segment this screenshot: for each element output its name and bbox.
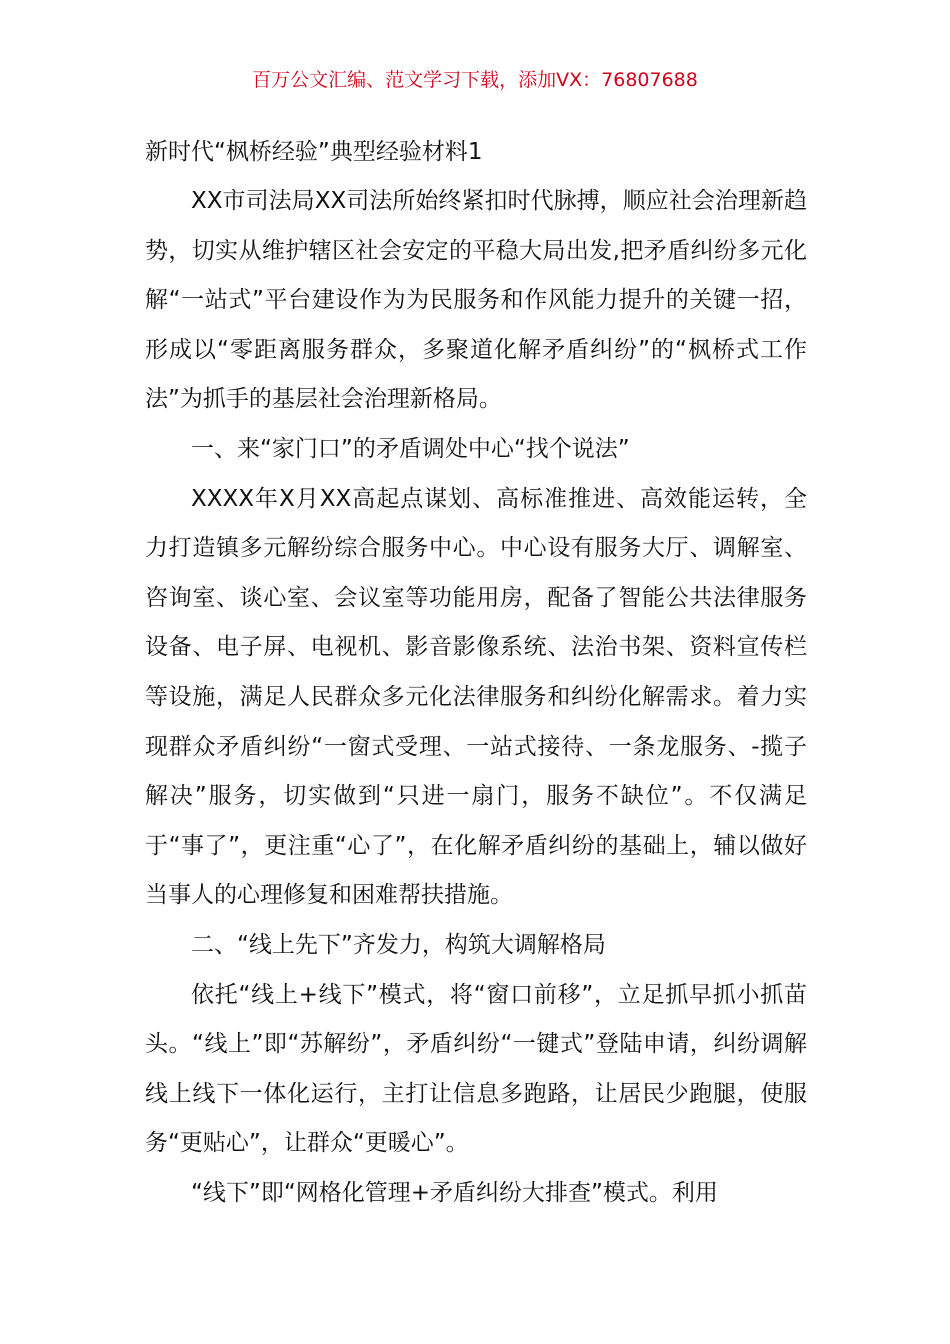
paragraph-section-2-offline: “线下”即“网格化管理+矛盾纠纷大排查”模式。利用	[191, 1179, 718, 1206]
document-title: 新时代“枫桥经验”典型经验材料1	[145, 139, 483, 165]
paragraph-intro: XX市司法局XX司法所始终紧扣时代脉搏，顺应社会治理新趋势，切实从维护辖区社会安定的平稳大局出发,把矛盾纠纷多元化解“一站式”平台建设作为为民服务和作风能力提升的关键一招，形成以“零距离服务群众，多聚道化解矛盾纠纷”的“枫桥式工作法”为抓手的基层社会治理新格局。	[145, 188, 807, 413]
paragraph-section-1: XXXX年X月XX高起点谋划、高标准推进、高效能运转，全力打造镇多元解纷综合服务中心。中心设有服务大厅、调解室、咨询室、谈心室、会议室等功能用房，配备了智能公共法律服务设备、电子屏、电视机、影音影像系统、法治书架、资料宣传栏等设施，满足人民群众多元化法律服务和纠纷化解需求。着力实现群众矛盾纠纷“一窗式受理、一站式接待、一条龙服务、-揽子解决”服务，切实做到“只进一扇门，服务不缺位”。不仅满足于“事了”，更注重“心了”，在化解矛盾纠纷的基础上，辅以做好当事人的心理修复和困难帮扶措施。	[145, 485, 807, 909]
header-watermark: 百万公文汇编、范文学习下载，添加VX：76807688	[252, 69, 698, 91]
section-heading-1: 一、来“家门口”的矛盾调处中心“找个说法”	[191, 435, 630, 462]
document-body	[145, 177, 807, 1218]
paragraph-section-2-online: 依托“线上+线下”模式，将“窗口前移”，立足抓早抓小抓苗头。“线上”即“苏解纷”，矛盾纠纷“一键式”登陆申请，纠纷调解线上线下一体化运行，主打让信息多跑路，让居民少跑腿，使服务“更贴心”，让群众“更暖心”。	[145, 981, 807, 1157]
section-heading-2: 二、“线上先下”齐发力，构筑大调解格局	[191, 931, 606, 958]
